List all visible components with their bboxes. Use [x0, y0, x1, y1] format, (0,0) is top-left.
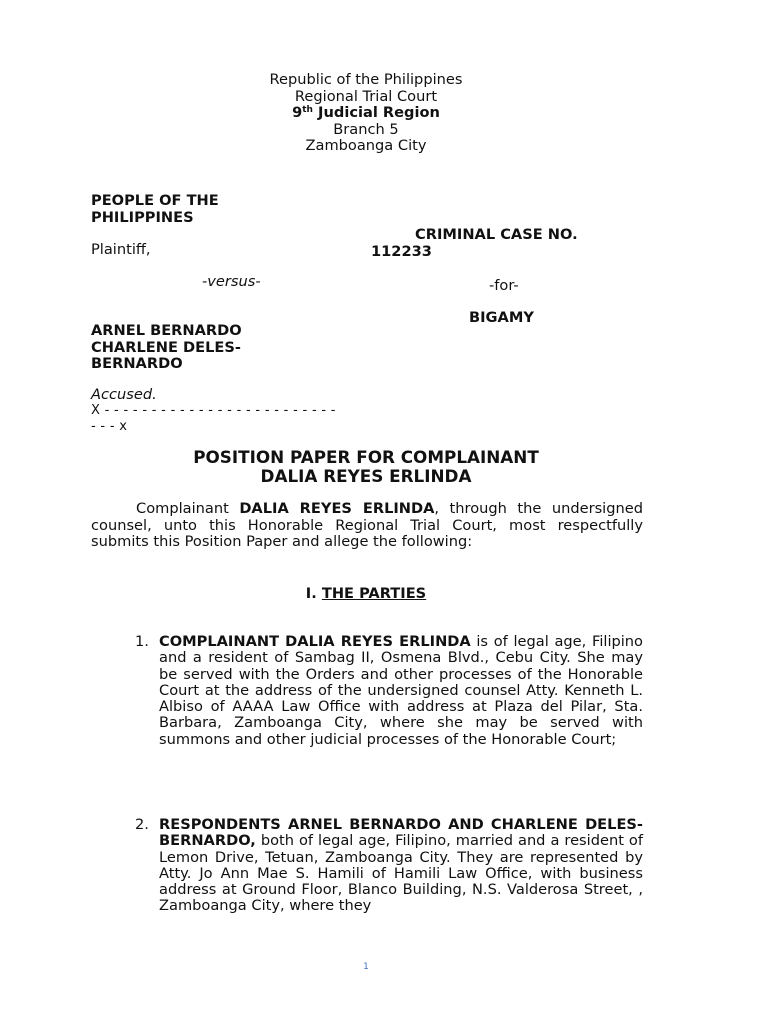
case-label: CRIMINAL CASE NO. — [415, 226, 578, 243]
document-title — [0, 448, 732, 486]
item-body — [159, 817, 643, 915]
region-text: Judicial Region — [312, 104, 440, 122]
court-header — [0, 72, 732, 155]
header-republic: Republic of the Philippines — [269, 71, 463, 88]
versus-label: -versus- — [202, 273, 261, 290]
item-bold-text: RESPONDENTS ARNEL BERNARDO AND CHARLENE DELES-BERNARDO, — [159, 816, 643, 850]
plaintiff-label: Plaintiff, — [91, 241, 151, 258]
item-text: is of legal age, Filipino and a resident of Sambag II, Osmena Blvd., Cebu City. She may be served with the Orders and other processes of the Honorable Court at the address of the undersigned counsel Atty. Kenneth L. Albiso of AAAA Law Office with address at Plaza del Pilar, Sta. Barbara, Zamboanga City, where she may be served with summons and other judicial processes of the Honorable Court; — [159, 633, 643, 748]
for-label: -for- — [489, 277, 519, 294]
item-text: both of legal age, Filipino, married and a resident of Lemon Drive, Tetuan, Zamboanga City. They are represented by Atty. Jo Ann Mae S. Hamili of Hamili Law Office, with business address at Ground Floor, Blanco Building, N.S. Valderosa Street, , Zamboanga City, where they — [159, 832, 643, 915]
plaintiff-name-line-2: PHILIPPINES — [91, 208, 194, 226]
case-number: 112233 — [371, 242, 432, 260]
accused-names — [91, 323, 291, 373]
separator-line-2: - - - x — [91, 419, 128, 434]
item-bold-text: COMPLAINANT DALIA REYES ERLINDA — [159, 633, 471, 650]
list-item — [135, 634, 643, 748]
header-region — [0, 105, 732, 122]
page-number: 1 — [363, 962, 369, 972]
region-ordinal: th — [302, 105, 313, 116]
section-number: I. — [305, 585, 322, 602]
intro-pre: Complainant — [136, 500, 240, 517]
header-court: Regional Trial Court — [294, 87, 438, 105]
item-number: 1. — [135, 633, 149, 650]
complainant-name: DALIA REYES ERLINDA — [239, 500, 435, 517]
section-heading — [0, 585, 732, 602]
charge-label: BIGAMY — [469, 309, 534, 326]
region-number: 9 — [292, 104, 303, 122]
item-body — [159, 634, 643, 748]
item-number: 2. — [135, 816, 149, 833]
caption-separator — [91, 403, 361, 435]
accused-line-2: CHARLENE DELES- — [91, 338, 241, 356]
header-branch: Branch 5 — [333, 120, 399, 138]
section-title: THE PARTIES — [321, 585, 427, 602]
header-city: Zamboanga City — [305, 137, 427, 155]
case-number-block — [371, 227, 621, 260]
separator-line-1: X - - - - - - - - - - - - - - - - - - - - - - - - - — [91, 403, 336, 418]
accused-label: Accused. — [91, 386, 157, 403]
intro-post: , through the undersigned counsel, unto this Honorable Regional Trial Court, most respectfully submits this Position Paper and allege the following: — [91, 500, 643, 551]
plaintiff-name — [91, 193, 361, 226]
title-line-1: POSITION PAPER FOR COMPLAINANT — [193, 447, 539, 467]
accused-line-3: BERNARDO — [91, 355, 183, 373]
plaintiff-name-line-1: PEOPLE OF THE — [91, 192, 219, 209]
intro-paragraph — [91, 501, 643, 551]
list-item — [135, 817, 643, 915]
accused-line-1: ARNEL BERNARDO — [91, 322, 242, 339]
title-line-2: DALIA REYES ERLINDA — [260, 466, 472, 486]
